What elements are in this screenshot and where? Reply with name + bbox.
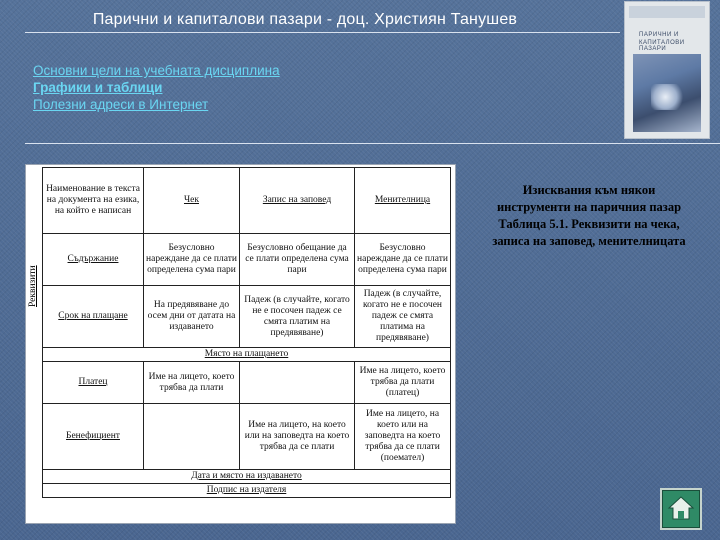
- cover-header-band: [629, 6, 705, 18]
- row-label: Срок на плащане: [43, 286, 144, 348]
- table-row: [43, 362, 451, 404]
- table-cell: Име на лицето, което трябва да плати: [144, 362, 240, 404]
- caption-line: записа на заповед, менителницата: [492, 234, 686, 248]
- title-divider: [25, 32, 620, 33]
- section-nav: [33, 62, 280, 113]
- book-cover-image: [624, 1, 710, 139]
- table-cell: Име на лицето, на което или на заповедта на което трябва да се плати (поемател): [355, 404, 451, 470]
- caption-line: Изисквания към някои: [522, 183, 656, 197]
- table-row: [43, 286, 451, 348]
- caption-line: Таблица 5.1. Реквизити на чека,: [498, 217, 680, 231]
- home-icon: [667, 494, 695, 522]
- table-caption: [458, 182, 720, 250]
- section-divider: [25, 143, 720, 144]
- requisites-table: [42, 167, 451, 498]
- nav-link-useful-addresses[interactable]: Полезни адреси в Интернет: [33, 97, 209, 112]
- table-cell: Безусловно нареждане да се плати определена сума пари: [144, 234, 240, 286]
- cover-title-line2: КАПИТАЛОВИ ПАЗАРИ: [639, 40, 685, 52]
- table-cell: Име на лицето, което трябва да плати (платец): [355, 362, 451, 404]
- home-button[interactable]: [660, 488, 702, 530]
- row-label: [43, 404, 144, 470]
- table-image: [25, 164, 456, 524]
- table-cell: [144, 404, 240, 470]
- row-label-span: Място на плащането: [43, 348, 451, 362]
- table-cell: На предявяване до осем дни от датата на издаването: [144, 286, 240, 348]
- table-row: [43, 484, 451, 498]
- nav-link-objectives[interactable]: Основни цели на учебната дисциплина: [33, 63, 280, 78]
- nav-link-charts-tables[interactable]: Графики и таблици: [33, 80, 163, 95]
- row-label: Съдържание: [43, 234, 144, 286]
- row-label-span: Дата и място на издаването: [43, 470, 451, 484]
- row-label-span: Подпис на издателя: [43, 484, 451, 498]
- table-cell: Безусловно нареждане да се плати определена сума пари: [355, 234, 451, 286]
- table-cell: Безусловно обещание да се плати определена сума пари: [240, 234, 355, 286]
- header-cell-bill-of-exchange: Менителница: [355, 168, 451, 234]
- table-cell: Име на лицето, на което или на заповедта на което трябва да се плати: [240, 404, 355, 470]
- cover-title-line1: ПАРИЧНИ И: [639, 32, 679, 38]
- table-cell: Падеж (в случайте, когато не е посочен падеж се смята платим на предявяване): [240, 286, 355, 348]
- row-label-text: Бенефициент: [66, 431, 120, 441]
- header-cell-cheque: Чек: [144, 168, 240, 234]
- table-row: [43, 470, 451, 484]
- table-row: [43, 348, 451, 362]
- row-label: Платец: [43, 362, 144, 404]
- table-header-row: [43, 168, 451, 234]
- cover-artwork: [633, 54, 701, 132]
- requisites-side-label: Реквизити: [28, 265, 38, 307]
- table-cell: Падеж (в случайте, когато не е посочен падеж се смята платима на предявяване): [355, 286, 451, 348]
- page-title: Парични и капиталови пазари - доц. Християн Танушев: [92, 11, 518, 28]
- table-row: [43, 404, 451, 470]
- header-cell-promissory-note: Запис на заповед: [240, 168, 355, 234]
- header-cell-name: Наименование в текста на документа на езика, на който е написан: [43, 168, 144, 234]
- caption-line: инструменти на паричния пазар: [496, 200, 682, 214]
- table-cell: [240, 362, 355, 404]
- table-row: [43, 234, 451, 286]
